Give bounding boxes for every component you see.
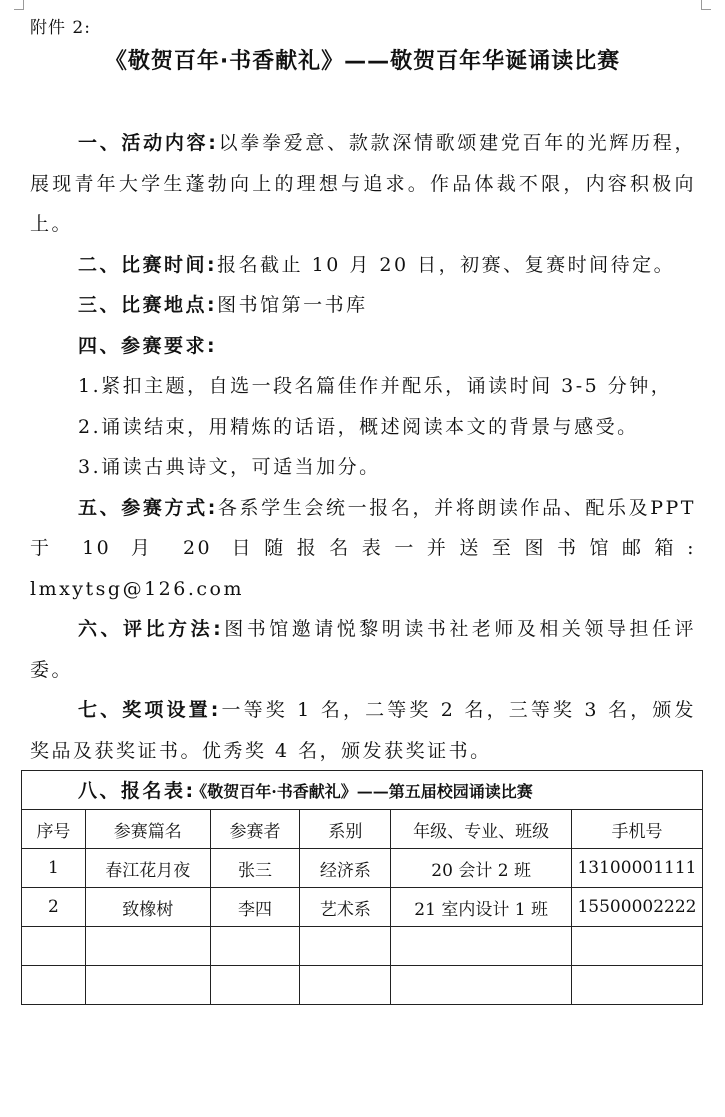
section-text: 以拳拳爱意、款款深情歌颂建党百年的光辉历程，展现青年大学生蓬勃向上的理想与追求。作品体裁不限，内容积极向上。 [30,132,696,235]
document-title: 《敬贺百年·书香献礼》——敬贺百年华诞诵读比赛 [104,49,621,74]
section-heading: 七、奖项设置: [78,699,221,721]
table-caption: 《敬贺百年·书香献礼》——第五届校园诵读比赛 [22,771,703,810]
column-header-title: 参赛篇名 [85,810,210,849]
attachment-label: 附件 2: [30,18,91,38]
section-judging-method [30,609,696,690]
table-cell [85,966,210,1005]
table-row [22,927,703,966]
table-cell: 张三 [210,849,300,888]
requirement-item: 3.诵读古典诗文，可适当加分。 [78,456,381,478]
page-corner-mark-right [701,0,711,10]
table-cell: 艺术系 [300,888,391,927]
section-heading: 二、比赛时间: [78,253,218,276]
section-heading: 六、评比方法: [78,618,224,640]
section-heading: 一、活动内容: [78,132,219,154]
column-header-class: 年级、专业、班级 [391,810,572,849]
section-participation-method [30,488,696,610]
table-cell: 经济系 [300,849,391,888]
section-heading: 三、比赛地点: [78,294,218,316]
section-text: 报名截止 10 月 20 日，初赛、复赛时间待定。 [217,253,676,276]
section-text: 图书馆第一书库 [217,294,368,316]
table-cell [22,927,86,966]
column-header-participant: 参赛者 [210,810,300,849]
section-requirements [30,326,696,367]
section-heading: 四、参赛要求: [78,334,218,357]
table-cell: 致橡树 [85,888,210,927]
table-cell [571,927,702,966]
section-activity-content [30,123,696,245]
table-cell [571,966,702,1005]
table-row [22,888,703,927]
table-cell [300,927,391,966]
section-competition-venue [30,285,696,326]
table-cell: 13100001111 [571,849,702,888]
table-cell: 21 室内设计 1 班 [391,888,572,927]
table-cell [22,966,86,1005]
column-header-seq: 序号 [22,810,86,849]
table-cell: 20 会计 2 班 [391,849,572,888]
table-cell [210,927,300,966]
table-cell: 春江花月夜 [85,849,210,888]
section-text: 一等奖 1 名，二等奖 2 名，三等奖 3 名，颁发奖品及获奖证书。优秀奖 4 名，颁发获奖证书。 [30,699,696,762]
column-header-department: 系别 [300,810,391,849]
section-text: 各系学生会统一报名，并将朗读作品、配乐及PPT 于 10 月 20 日随报名表一并送至图书馆邮箱: lmxytsg@126.com [30,496,696,600]
table-cell [300,966,391,1005]
table-cell: 15500002222 [571,888,702,927]
section-awards [30,690,696,771]
section-text: 图书馆邀请悦黎明读书社老师及相关领导担任评委。 [30,618,696,681]
table-cell [210,966,300,1005]
column-header-phone: 手机号 [571,810,702,849]
table-cell: 2 [22,888,86,927]
table-cell [85,927,210,966]
table-row [22,966,703,1005]
table-row [22,849,703,888]
requirement-item: 2.诵读结束，用精炼的话语，概述阅读本文的背景与感受。 [78,415,639,438]
requirement-item: 1.紧扣主题，自选一段名篇佳作并配乐，诵读时间 3-5 分钟， [78,375,673,397]
registration-table [21,770,703,1005]
table-cell: 李四 [210,888,300,927]
page-corner-mark-left [14,0,24,10]
section-heading: 五、参赛方式: [78,496,218,519]
section-competition-time [30,245,696,286]
table-cell [391,927,572,966]
table-header-row [22,810,703,849]
table-cell: 1 [22,849,86,888]
section-heading: 八、报名表: [78,780,196,802]
document-body [30,123,696,812]
table-cell [391,966,572,1005]
